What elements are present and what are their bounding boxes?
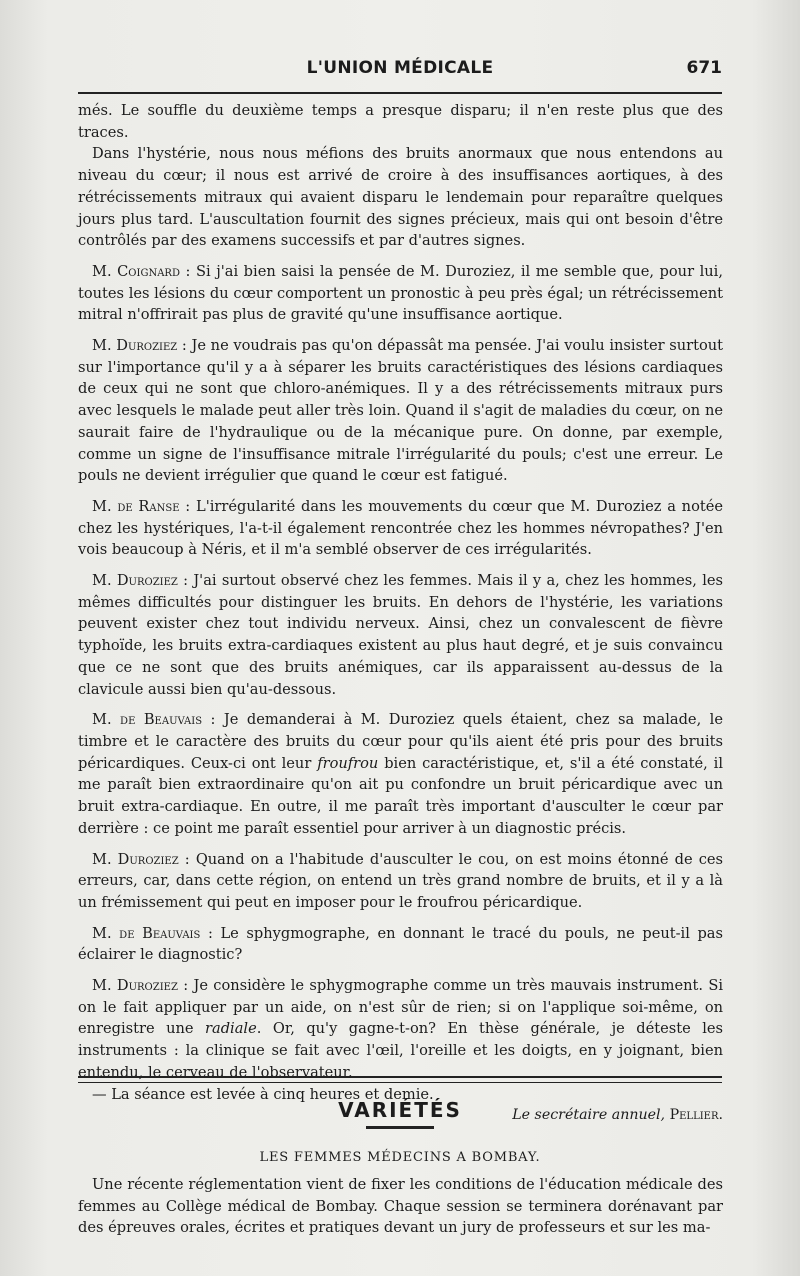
paragraph: Dans l'hystérie, nous nous méfions des bruits anormaux que nous entendons au niveau du cœur; il nous est arrivé de croire à des insuffisances aortiques, à des rétrécissements mitraux qui avaient disparu le lendemain pour reparaître quelques jours plus tard. L'auscultation fournit des signes précieux, mais qui ont besoin d'être contrôlés par des examens successifs et par d'autres signes.: [78, 145, 723, 250]
speaker-paragraph: M. Coignard : Si j'ai bien saisi la pensée de M. Duroziez, il me semble que, pour lui, toutes les lésions du cœur comportent un pronostic à peu près égal; un rétrécissement mitral n'offrirait pas plus de gravité qu'une insuffisance aortique.: [78, 262, 723, 324]
section-divider: [78, 1076, 722, 1083]
speaker-paragraph: M. de Beauvais : Je demanderai à M. Duroziez quels étaient, chez sa malade, le timbre et le caractère des bruits du cœur pour qu'ils aient été pris pour des bruits péricardiques. Ceux-ci ont leur froufrou bien caractéristique, et, s'il a été constaté, il me paraît bien extraordinaire qu'on ait pu confondre un bruit péricardique avec un bruit extra-cardiaque. En outre, il me paraît très important d'ausculter le cœur par derrière : ce point me paraît essentiel pour arriver à un diagnostic précis.: [78, 711, 723, 837]
header-rule: [78, 92, 722, 94]
speaker-name: M. Coignard :: [92, 262, 191, 280]
article-title: LES FEMMES MÉDECINS A BOMBAY.: [259, 1150, 541, 1165]
signature-name: Pellier.: [669, 1107, 723, 1124]
italic-term: radiale: [205, 1020, 257, 1038]
speaker-paragraph: M. Duroziez : J'ai surtout observé chez les femmes. Mais il y a, chez les hommes, les mêmes difficultés pour distinguer les bruits. En dehors de l'hystérie, les variations peuvent exister chez tout individu nerveux. Ainsi, chez un convalescent de fièvre typhoïde, les bruits extra-cardiaques existent au plus haut degré, et je suis convaincu que ce ne sont que des bruits anémiques, car ils apparaissent au-dessus de la clavicule aussi bien qu'au-dessous.: [78, 572, 723, 698]
speaker-name: M. Duroziez :: [92, 850, 190, 868]
page-number: 671: [686, 58, 722, 78]
signature-role: Le secrétaire annuel,: [512, 1107, 666, 1124]
running-head: [0, 58, 800, 84]
speaker-paragraph: M. Duroziez : Je considère le sphygmographe comme un très mauvais instrument. Si on le fait appliquer par un aide, on n'est sûr de rien; si on l'applique soi-même, on enregistre une radiale. Or, qu'y gagne-t-on? En thèse générale, je déteste les instruments : la clinique se fait avec l'œil, l'oreille et les doigts, en y joignant, bien entendu, le cerveau de l'observateur.: [78, 977, 724, 1081]
closing-line: — La séance est levée à cinq heures et demie.: [92, 1085, 434, 1103]
speaker-name: M. Duroziez :: [92, 572, 189, 590]
speaker-paragraph: M. de Ranse : L'irrégularité dans les mouvements du cœur que M. Duroziez a notée chez les hystériques, l'a-t-il également rencontrée chez les hommes névropathes? J'en vois beaucoup à Néris, et il m'a semblé observer de ces irrégularités.: [78, 497, 724, 559]
paragraph: més. Le souffle du deuxième temps a presque disparu; il n'en reste plus que des traces.: [78, 102, 723, 141]
journal-title: L'UNION MÉDICALE: [306, 58, 494, 78]
italic-term: froufrou: [317, 754, 379, 772]
speaker-name: M. de Ranse :: [92, 497, 191, 515]
speaker-name: M. de Beauvais :: [92, 711, 216, 729]
section-title: VARIÉTÉS: [338, 1098, 462, 1122]
speaker-name: M. Duroziez :: [92, 337, 187, 355]
title-underline: [366, 1126, 434, 1129]
paragraph: Une récente réglementation vient de fixer les conditions de l'éducation médicale des femmes au Collège médical de Bombay. Chaque session se terminera dorénavant par des épreuves orales, écrites et pratiques devant un jury de professeurs et sur les ma-: [78, 1176, 723, 1237]
speaker-paragraph: M. de Beauvais : Le sphygmographe, en donnant le tracé du pouls, ne peut-il pas éclairer le diagnostic?: [78, 924, 723, 964]
article-text: [78, 1174, 723, 1239]
speaker-paragraph: M. Duroziez : Je ne voudrais pas qu'on dépassât ma pensée. J'ai voulu insister surtout sur l'importance qu'il y a à séparer les bruits caractéristiques des lésions cardiaques de ceux qui ne sont que chloro-anémiques. Il y a des rétrécissements mitraux purs avec lesquels le malade peut aller très loin. Quand il s'agit de maladies du cœur, on ne saurait faire de l'hydraulique ou de la mécanique pure. On donne, par exemple, comme un signe de l'insuffisance mitrale l'irrégularité du pouls; c'est une erreur. Le pouls ne devient irrégulier que quand le cœur est fatigué.: [78, 337, 724, 485]
speaker-paragraph: M. Duroziez : Quand on a l'habitude d'ausculter le cou, on est moins étonné de ces erreurs, car, dans cette région, on entend un très grand nombre de bruits, et il y a là un frémissement qui peut en imposer pour le froufrou péricardique.: [78, 850, 724, 911]
speaker-name: M. de Beauvais :: [92, 924, 213, 942]
proceedings-text: [78, 100, 723, 1127]
speaker-name: M. Duroziez :: [92, 977, 189, 995]
